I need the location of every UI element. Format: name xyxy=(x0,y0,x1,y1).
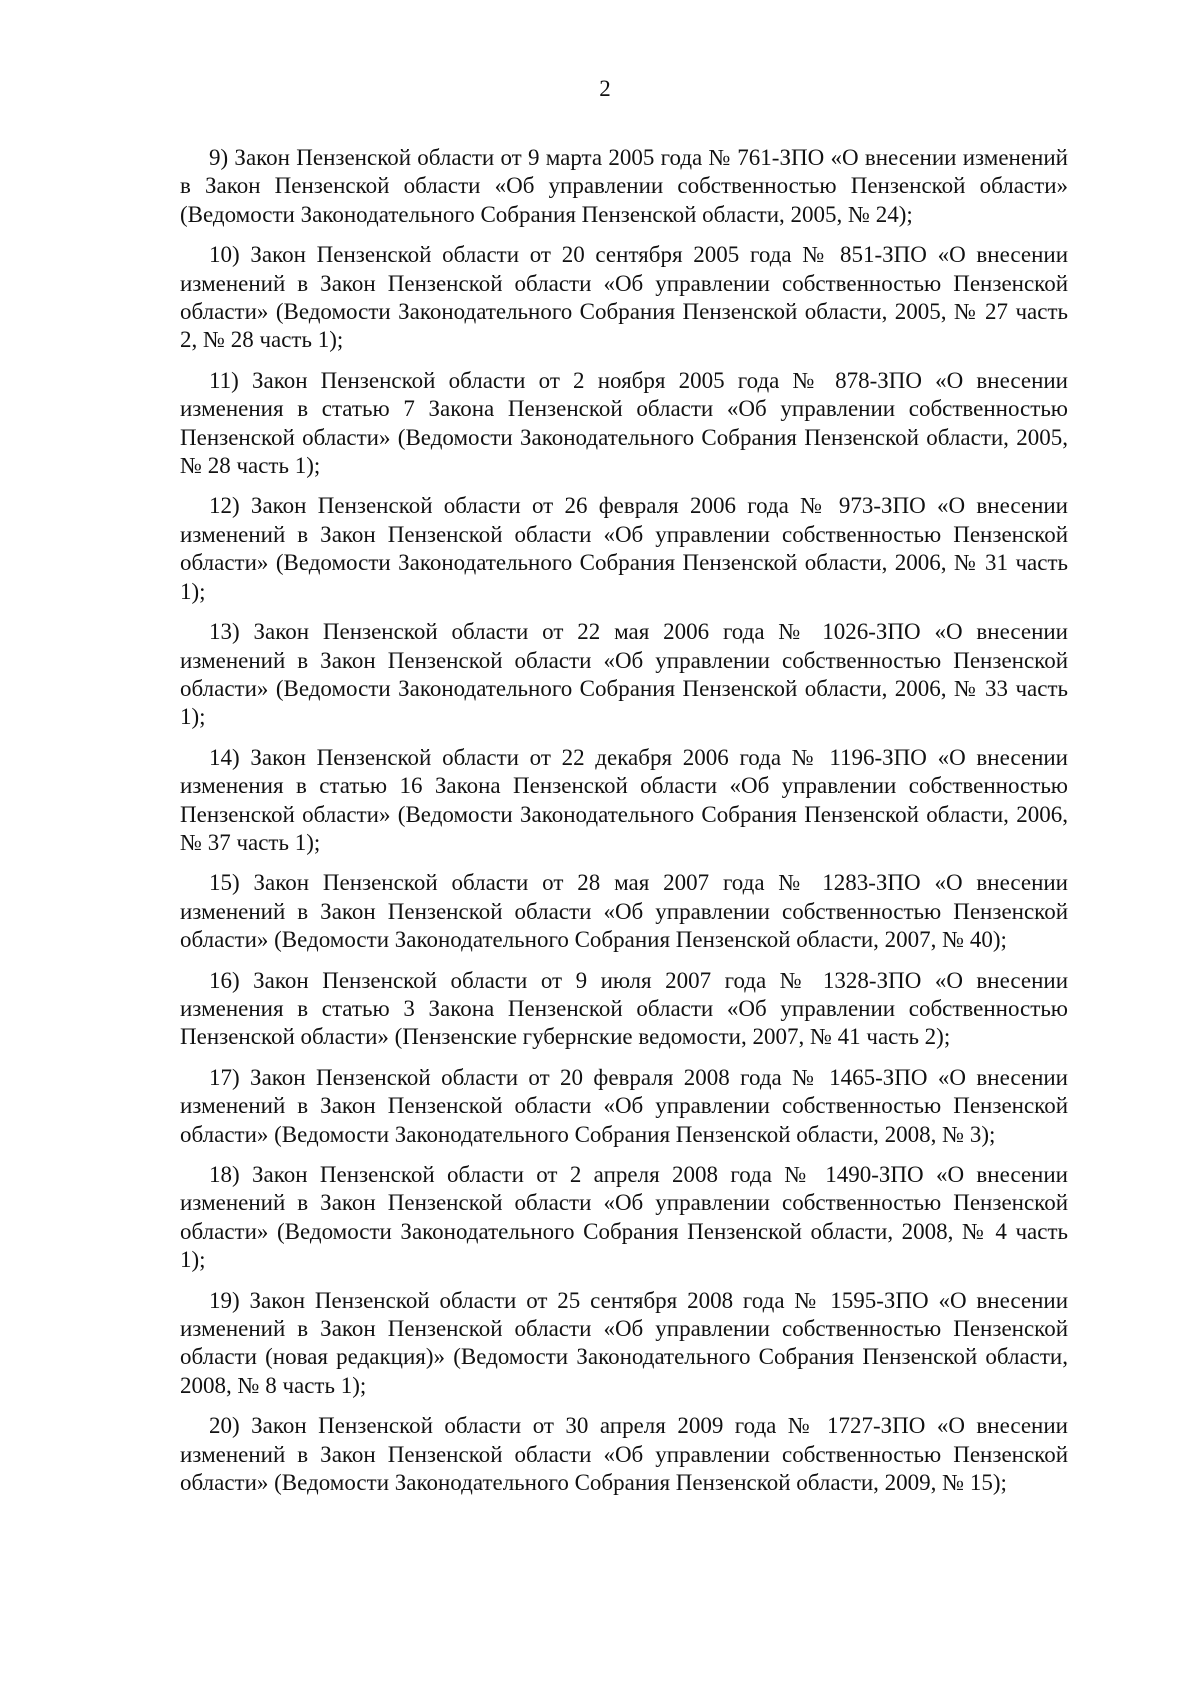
list-item-15: 15) Закон Пензенской области от 28 мая 2007 года № 1283-ЗПО «О внесении изменений в Закон Пензенской области «Об управлении собственностью Пензенской области» (Ведомости Законодательного Собрания Пензенской области, 2007, № 40); xyxy=(180,870,1068,953)
law-list xyxy=(180,144,1068,1509)
page-number: 2 xyxy=(599,76,611,101)
list-item-9: 9) Закон Пензенской области от 9 марта 2005 года № 761-ЗПО «О внесении изменений в Закон Пензенской области «Об управлении собственностью Пензенской области» (Ведомости Законодательного Собрания Пензенской области, 2005, № 24); xyxy=(180,145,1068,227)
list-item-16: 16) Закон Пензенской области от 9 июля 2007 года № 1328-ЗПО «О внесении изменения в статью 3 Закона Пензенской области «Об управлении собственностью Пензенской области» (Пензенские губернские ведомости, 2007, № 41 часть 2); xyxy=(180,967,1068,1050)
list-item-18: 18) Закон Пензенской области от 2 апреля 2008 года № 1490-ЗПО «О внесении изменений в Закон Пензенской области «Об управлении собственностью Пензенской области» (Ведомости Законодательного Собрания Пензенской области, 2008, № 4 часть 1); xyxy=(180,1162,1068,1273)
list-item-11: 11) Закон Пензенской области от 2 ноября 2005 года № 878-ЗПО «О внесении изменения в статью 7 Закона Пензенской области «Об управлении собственностью Пензенской области» (Ведомости Законодательного Собрания Пензенской области, 2005, № 28 часть 1); xyxy=(180,367,1068,479)
list-item-10: 10) Закон Пензенской области от 20 сентября 2005 года № 851-ЗПО «О внесении изменений в Закон Пензенской области «Об управлении собственностью Пензенской области» (Ведомости Законодательного Собрания Пензенской области, 2005, № 27 часть 2, № 28 часть 1); xyxy=(180,242,1068,353)
list-item-19: 19) Закон Пензенской области от 25 сентября 2008 года № 1595-ЗПО «О внесении изменений в Закон Пензенской области «Об управлении собственностью Пензенской области (новая редакция)» (Ведомости Законодательного Собрания Пензенской области, 2008, № 8 часть 1); xyxy=(180,1287,1068,1398)
list-item-20: 20) Закон Пензенской области от 30 апреля 2009 года № 1727-ЗПО «О внесении изменений в Закон Пензенской области «Об управлении собственностью Пензенской области» (Ведомости Законодательного Собрания Пензенской области, 2009, № 15); xyxy=(180,1413,1068,1496)
list-item-12: 12) Закон Пензенской области от 26 февраля 2006 года № 973-ЗПО «О внесении изменений в Закон Пензенской области «Об управлении собственностью Пензенской области» (Ведомости Законодательного Собрания Пензенской области, 2006, № 31 часть 1); xyxy=(180,493,1068,604)
list-item-17: 17) Закон Пензенской области от 20 февраля 2008 года № 1465-ЗПО «О внесении изменений в Закон Пензенской области «Об управлении собственностью Пензенской области» (Ведомости Законодательного Собрания Пензенской области, 2008, № 3); xyxy=(180,1064,1068,1147)
list-item-13: 13) Закон Пензенской области от 22 мая 2006 года № 1026-ЗПО «О внесении изменений в Закон Пензенской области «Об управлении собственностью Пензенской области» (Ведомости Законодательного Собрания Пензенской области, 2006, № 33 часть 1); xyxy=(180,619,1068,730)
list-item-14: 14) Закон Пензенской области от 22 декабря 2006 года № 1196-ЗПО «О внесении изменения в статью 16 Закона Пензенской области «Об управлении собственностью Пензенской области» (Ведомости Законодательного Собрания Пензенской области, 2006, № 37 часть 1); xyxy=(180,744,1068,855)
